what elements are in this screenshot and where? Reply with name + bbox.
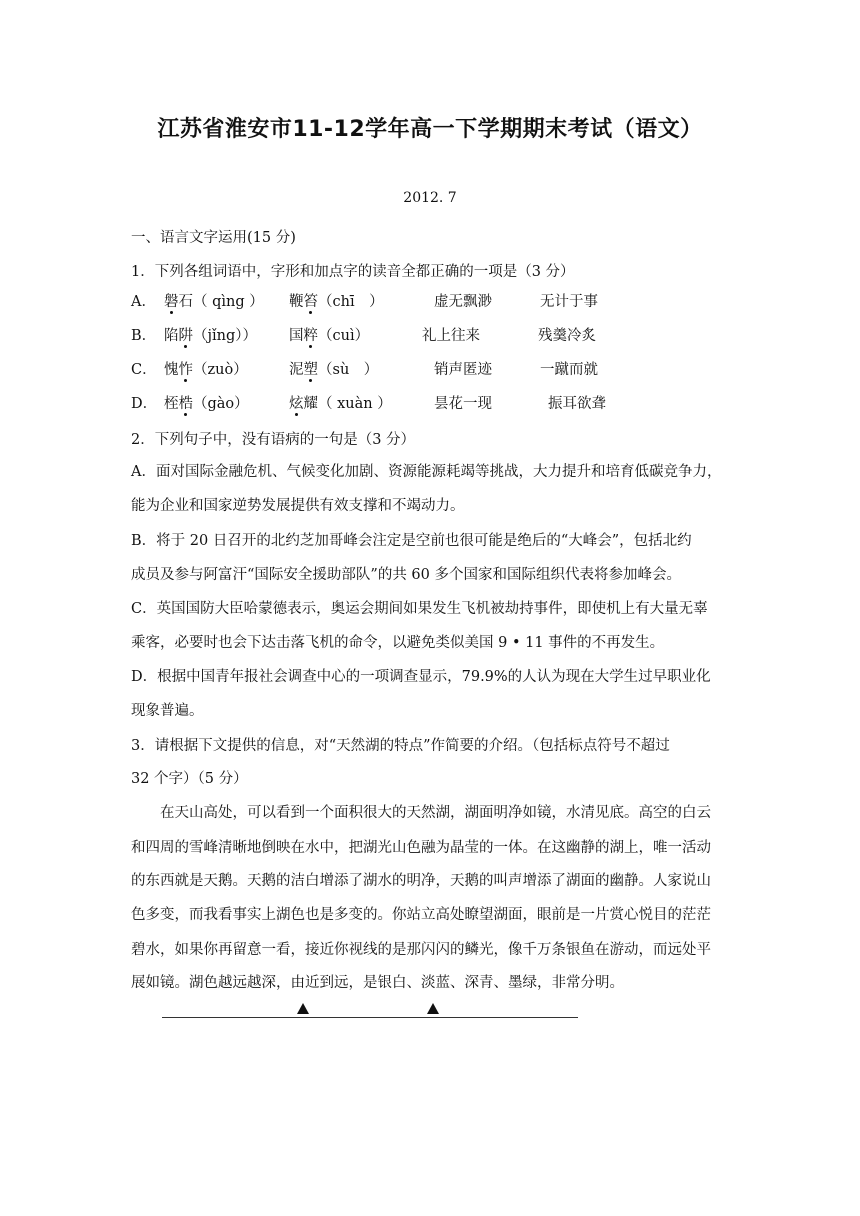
q1-c-word3: 销声匿迹: [434, 362, 492, 378]
exam-page: 江苏省淮安市11-12学年高一下学期期末考试（语文） 2012. 7 一、语言文字运用(15 分) 1．下列各组词语中，字形和加点字的读音全都正确的一项是（3 分） A． 磐石（ qìng ） 鞭笞（chī ） 虚无飘渺 无计于事 B． 陷阱（jǐng）） 国粹（cuì） 礼上往来 残羹冷炙 C． 愧怍（zuò） 泥塑（sù ） 销声匿迹 一蹴而就 D． 桎梏（gào） 炫耀（ xuàn ） 昙花一现 振耳欲聋 2．下列句子中，没有语病的一句是（3 分） A．面对国际金融危机、气候变化加剧、资源能源耗竭等挑战，大力提升和培育低碳竞争力， 能为企业和国家逆势发展提供有效支撑和不竭动力。 B．将于 20 日召开的北约芝加哥峰会注定是空前也很可能是绝后的“大峰会”，包括北约 成员及参与阿富汗“国际安全援助部队”的共 60 多个国家和国际组织代表将参加峰会。 C．英国国防大臣哈蒙德表示，奥运会期间如果发生飞机被劫持事件，即使机上有大量无辜 乘客，必要时也会下达击落飞机的命令，以避免类似美国 9 • 11 事件的不再发生。 D．根据中国青年报社会调查中心的一项调查显示，79.9%的人认为现在大学生过早职业化 现象普遍。 3．请根据下文提供的信息，对“天然湖的特点”作简要的介绍。（包括标点符号不超过 32 个字）（5 分） 在天山高处，可以看到一个面积很大的天然湖，湖面明净如镜，水清见底。高空的白云 和四周的雪峰清晰地倒映在水中，把湖光山色融为晶莹的一体。在这幽静的湖上，唯一活动 的东西就是天鹅。天鹅的洁白增添了湖水的明净，天鹅的叫声增添了湖面的幽静。人家说山 色多变，而我看事实上湖色也是多变的。你站立高处瞭望湖面，眼前是一片赏心悦目的茫茫 碧水，如果你再留意一看，接近你视线的是那闪闪的鳞光，像千万条银鱼在游动，而远处平 展如镜。湖色越远越深，由近到远，是银白、淡蓝、深青、墨绿，非常分明。: [0, 0, 860, 1216]
triangle-marker-icon: [297, 1003, 309, 1014]
q1-c-word2: 泥塑（sù ）: [289, 362, 379, 378]
q1-a-word4: 无计于事: [540, 294, 598, 310]
exam-date: 2012. 7: [403, 190, 457, 206]
exam-title: 江苏省淮安市11-12学年高一下学期期末考试（语文）: [157, 117, 703, 142]
q1-d-word1: 桎梏（gào）: [164, 396, 249, 412]
q1-a-word1: 磐石（ qìng ）: [164, 294, 264, 310]
q1-d-word2: 炫耀（ xuàn ）: [289, 396, 392, 412]
answer-line: [162, 1017, 578, 1018]
q1-b-word3: 礼上往来: [422, 328, 480, 344]
triangle-marker-icon: [427, 1003, 439, 1014]
q1-stem: 1．下列各组词语中，字形和加点字的读音全都正确的一项是（3 分）: [131, 264, 575, 280]
q1-a-word2: 鞭笞（chī ）: [289, 294, 384, 310]
q1-c-word4: 一蹴而就: [540, 362, 598, 378]
q1-d-word3: 昙花一现: [434, 396, 492, 412]
section-heading: 一、语言文字运用(15 分): [131, 230, 296, 246]
q2-stem: 2．下列句子中，没有语病的一句是（3 分）: [131, 432, 416, 448]
q1-b-word4: 残羹冷炙: [538, 328, 596, 344]
q1-b-word1: 陷阱（jǐng））: [164, 328, 258, 344]
q1-d-word4: 振耳欲聋: [548, 396, 606, 412]
q1-a-word3: 虚无飘渺: [434, 294, 492, 310]
q1-c-word1: 愧怍（zuò）: [164, 362, 248, 378]
q1-b-word2: 国粹（cuì）: [289, 328, 370, 344]
